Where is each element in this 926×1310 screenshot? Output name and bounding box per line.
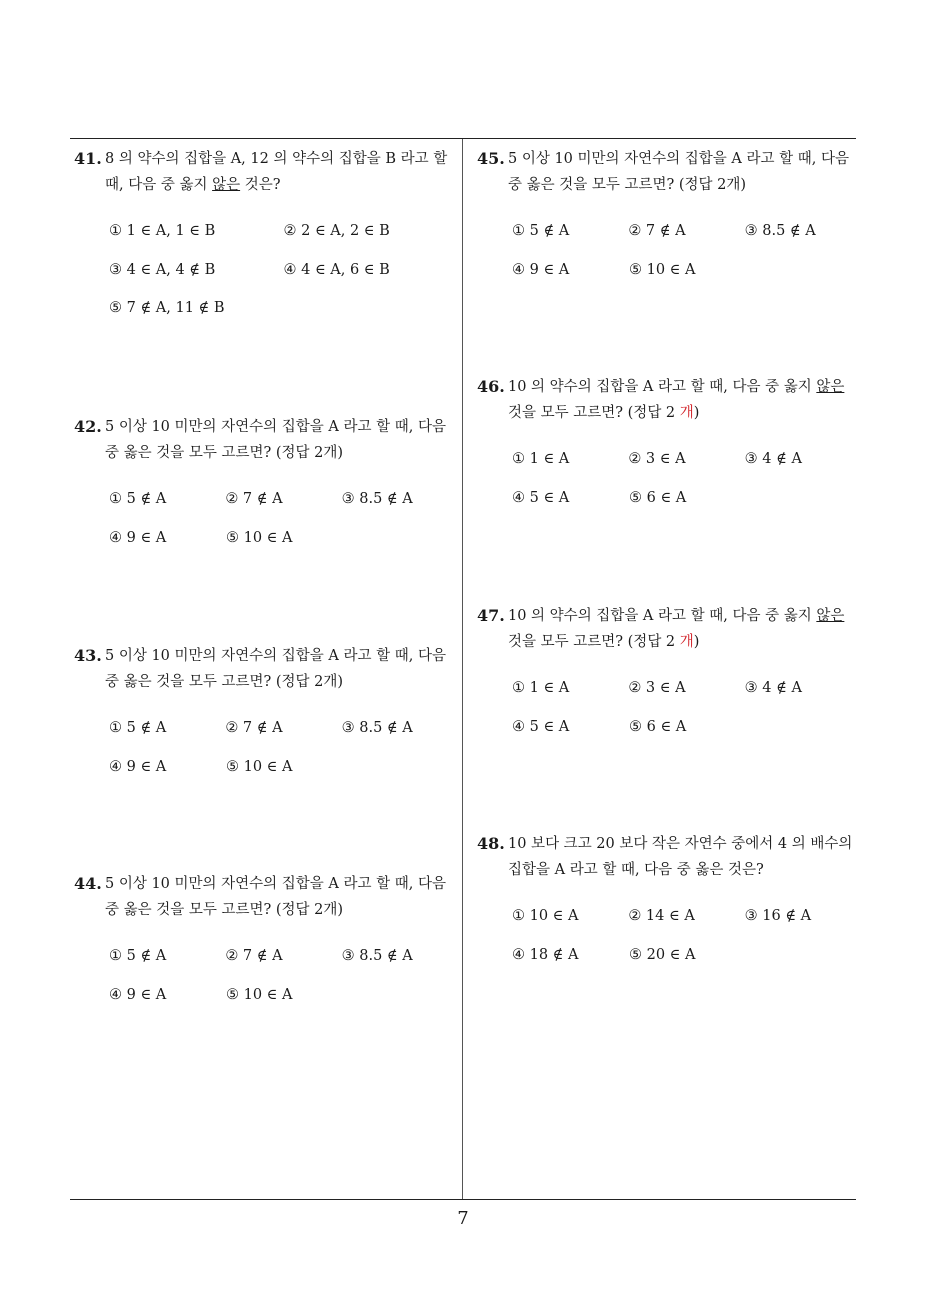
stem-text: 것은? (240, 177, 281, 193)
stem-text: 8 의 약수의 집합을 A, 12 의 약수의 집합을 B 라고 할 때, 다음 중 옳지 (105, 151, 448, 193)
option-2[interactable]: ② 3 ∈ A (628, 451, 686, 468)
option-2[interactable]: ② 7 ∉ A (225, 491, 283, 508)
question-stem (477, 603, 861, 655)
question-stem (477, 374, 861, 426)
stem-unit-text: 개 (726, 177, 741, 193)
option-3[interactable]: ③ 4 ∈ A, 4 ∉ B (109, 261, 216, 278)
stem-text: 5 이상 10 미만의 자연수의 집합을 A 라고 할 때, 다음 중 옳은 것을 모두 고르면? (정답 2 (105, 648, 446, 690)
question-47 (477, 603, 861, 746)
stem-text: ) (337, 674, 344, 690)
question-48 (477, 831, 861, 974)
option-1[interactable]: ① 1 ∈ A, 1 ∈ B (109, 223, 216, 240)
question-44 (74, 871, 458, 1014)
question-number: 41. (74, 149, 102, 168)
column-divider (462, 139, 463, 1200)
stem-underlined-text: 않은 (816, 379, 845, 395)
question-stem (477, 831, 861, 883)
answer-options (109, 212, 458, 328)
stem-text: 5 이상 10 미만의 자연수의 집합을 A 라고 할 때, 다음 중 옳은 것을 모두 고르면? (정답 2 (508, 151, 849, 193)
stem-text: 것을 모두 고르면? (정답 2 (508, 405, 680, 421)
question-number: 48. (477, 834, 505, 853)
question-number: 46. (477, 377, 505, 396)
option-3[interactable]: ③ 8.5 ∉ A (341, 491, 413, 508)
stem-unit-text: 개 (323, 674, 338, 690)
option-4[interactable]: ④ 18 ∉ A (512, 946, 579, 963)
stem-unit-text: 개 (323, 902, 338, 918)
question-43 (74, 643, 458, 786)
stem-text: ) (693, 634, 700, 650)
option-4[interactable]: ④ 9 ∈ A (109, 758, 167, 775)
stem-unit-text: 개 (323, 445, 338, 461)
question-number: 44. (74, 874, 102, 893)
stem-text: ) (740, 177, 747, 193)
option-3[interactable]: ③ 8.5 ∉ A (341, 948, 413, 965)
stem-text: 10 의 약수의 집합을 A 라고 할 때, 다음 중 옳지 (508, 379, 817, 395)
option-5[interactable]: ⑤ 10 ∈ A (226, 758, 293, 775)
question-46 (477, 374, 861, 517)
question-number: 47. (477, 606, 505, 625)
question-42 (74, 414, 458, 557)
option-1[interactable]: ① 5 ∉ A (109, 948, 167, 965)
page-number: 7 (457, 1208, 469, 1229)
stem-text: ) (337, 902, 344, 918)
option-4[interactable]: ④ 5 ∈ A (512, 718, 570, 735)
option-3[interactable]: ③ 8.5 ∉ A (341, 720, 413, 737)
option-2[interactable]: ② 14 ∈ A (628, 908, 695, 925)
answer-options (109, 480, 458, 557)
option-1[interactable]: ① 5 ∉ A (109, 491, 167, 508)
stem-text: 5 이상 10 미만의 자연수의 집합을 A 라고 할 때, 다음 중 옳은 것을 모두 고르면? (정답 2 (105, 419, 446, 461)
option-1[interactable]: ① 1 ∈ A (512, 451, 570, 468)
stem-text: 10 보다 크고 20 보다 작은 자연수 중에서 4 의 배수의 집합을 A 라고 할 때, 다음 중 옳은 것은? (508, 836, 853, 878)
question-number: 45. (477, 149, 505, 168)
answer-options (109, 709, 458, 786)
question-stem (477, 146, 861, 198)
option-3[interactable]: ③ 16 ∉ A (744, 908, 812, 925)
question-45 (477, 146, 861, 289)
option-2[interactable]: ② 3 ∈ A (628, 680, 686, 697)
stem-text: 것을 모두 고르면? (정답 2 (508, 634, 680, 650)
stem-text: 5 이상 10 미만의 자연수의 집합을 A 라고 할 때, 다음 중 옳은 것을 모두 고르면? (정답 2 (105, 876, 446, 918)
option-4[interactable]: ④ 9 ∈ A (512, 261, 570, 278)
question-number: 42. (74, 417, 102, 436)
question-stem (74, 871, 458, 923)
option-2[interactable]: ② 2 ∈ A, 2 ∈ B (283, 223, 390, 240)
question-number: 43. (74, 646, 102, 665)
option-5[interactable]: ⑤ 10 ∈ A (226, 529, 293, 546)
option-4[interactable]: ④ 5 ∈ A (512, 489, 570, 506)
stem-underlined-text: 않은 (212, 177, 241, 193)
option-3[interactable]: ③ 4 ∉ A (744, 680, 802, 697)
option-5[interactable]: ⑤ 6 ∈ A (629, 718, 687, 735)
question-stem (74, 643, 458, 695)
option-1[interactable]: ① 5 ∉ A (109, 720, 167, 737)
top-rule (70, 138, 856, 139)
stem-unit-text: 개 (679, 634, 694, 650)
question-stem (74, 414, 458, 466)
stem-text: ) (337, 445, 344, 461)
option-2[interactable]: ② 7 ∉ A (225, 948, 283, 965)
answer-options (512, 440, 861, 517)
option-1[interactable]: ① 10 ∈ A (512, 908, 579, 925)
option-5[interactable]: ⑤ 6 ∈ A (629, 489, 687, 506)
stem-underlined-text: 않은 (816, 608, 845, 624)
stem-unit-text: 개 (679, 405, 694, 421)
option-4[interactable]: ④ 9 ∈ A (109, 529, 167, 546)
stem-text: ) (693, 405, 700, 421)
stem-text: 10 의 약수의 집합을 A 라고 할 때, 다음 중 옳지 (508, 608, 817, 624)
option-2[interactable]: ② 7 ∉ A (628, 223, 686, 240)
answer-options (512, 897, 861, 974)
option-5[interactable]: ⑤ 20 ∈ A (629, 946, 696, 963)
answer-options (512, 669, 861, 746)
question-stem (74, 146, 458, 198)
option-1[interactable]: ① 5 ∉ A (512, 223, 570, 240)
option-3[interactable]: ③ 8.5 ∉ A (744, 223, 816, 240)
option-5[interactable]: ⑤ 10 ∈ A (226, 986, 293, 1003)
answer-options (512, 212, 861, 289)
option-5[interactable]: ⑤ 10 ∈ A (629, 261, 696, 278)
bottom-rule (70, 1199, 856, 1200)
option-5[interactable]: ⑤ 7 ∉ A, 11 ∉ B (109, 300, 225, 317)
option-1[interactable]: ① 1 ∈ A (512, 680, 570, 697)
option-4[interactable]: ④ 9 ∈ A (109, 986, 167, 1003)
answer-options (109, 937, 458, 1014)
option-2[interactable]: ② 7 ∉ A (225, 720, 283, 737)
option-4[interactable]: ④ 4 ∈ A, 6 ∈ B (283, 261, 390, 278)
question-41 (74, 146, 458, 328)
option-3[interactable]: ③ 4 ∉ A (744, 451, 802, 468)
